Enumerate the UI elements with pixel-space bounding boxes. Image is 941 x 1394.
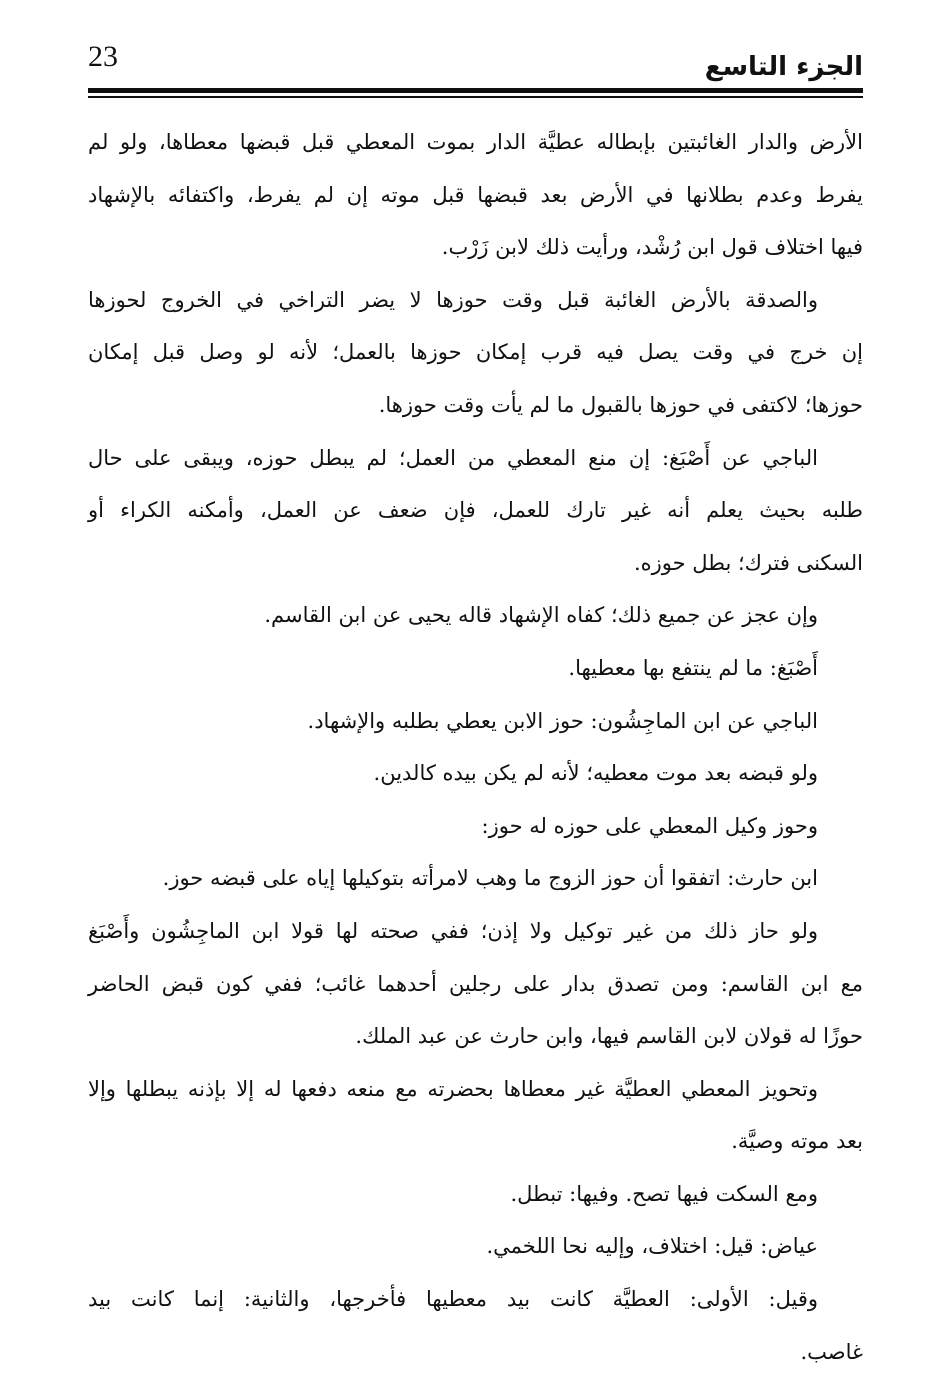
text-line: الباجي عن ابن الماجِشُون: حوز الابن يعطي بطلبه والإشهاد. xyxy=(307,708,818,733)
text-line: عياض: قيل: اختلاف، وإليه نحا اللخمي. xyxy=(486,1234,818,1259)
text-line: ومع السكت فيها تصح. وفيها: تبطل. xyxy=(510,1181,818,1206)
text-line: وتحويز المعطي العطيَّة غير معطاها بحضرته مع منعه دفعها له إلا بإذنه يبطلها وإلا xyxy=(88,1076,818,1101)
text-line: ولو حاز ذلك من غير توكيل ولا إذن؛ ففي صحته لها قولا ابن الماجِشُون وأَصْبَغ xyxy=(88,918,818,943)
text-line: حوزًا له قولان لابن القاسم فيها، وابن حارث عن عبد الملك. xyxy=(355,1024,863,1049)
text-line: ابن حارث: اتفقوا أن حوز الزوج ما وهب لامرأته بتوكيلها إياه على قبضه حوز. xyxy=(162,866,818,891)
text-line: والصدقة بالأرض الغائبة قبل وقت حوزها لا يضر التراخي في الخروج لحوزها xyxy=(88,287,818,312)
text-line: طلبه بحيث يعلم أنه غير تارك للعمل، فإن ضعف عن العمل، وأمكنه الكراء أو xyxy=(88,498,863,523)
header-rule-thin xyxy=(88,96,863,98)
page-number: 23 xyxy=(88,40,118,73)
text-line: يفرط وعدم بطلانها في الأرض بعد قبضها قبل موته إن لم يفرط، واكتفائه بالإشهاد xyxy=(88,182,863,207)
text-line: وحوز وكيل المعطي على حوزه له حوز: xyxy=(481,813,818,838)
text-line: فيها اختلاف قول ابن رُشْد، ورأيت ذلك لابن زَرْب. xyxy=(441,235,863,260)
text-line: الباجي عن أَصْبَغ: إن منع المعطي من العمل؛ لم يبطل حوزه، ويبقى على حال xyxy=(88,445,818,470)
text-line: الأرض والدار الغائبتين بإبطاله عطيَّة الدار بموت المعطي قبل قبضها معطاها، ولو لم xyxy=(88,130,863,154)
text-line: ولو قبضه بعد موت معطيه؛ لأنه لم يكن بيده كالدين. xyxy=(373,761,818,786)
text-line: مع ابن القاسم: ومن تصدق بدار على رجلين أحدهما غائب؛ ففي كون قبض الحاضر xyxy=(88,971,863,996)
text-line: أَصْبَغ: ما لم ينتفع بها معطيها. xyxy=(568,655,818,680)
body-text xyxy=(88,116,863,1378)
text-line: السكنى فترك؛ بطل حوزه. xyxy=(633,550,863,575)
text-line: وإن عجز عن جميع ذلك؛ كفاه الإشهاد قاله يحيى عن ابن القاسم. xyxy=(264,603,818,628)
text-line: غاصب. xyxy=(800,1339,863,1364)
text-line: إن خرج في وقت يصل فيه قرب إمكان حوزها بالعمل؛ لأنه لو وصل قبل إمكان xyxy=(88,340,863,365)
text-line: بعد موته وصيَّة. xyxy=(731,1129,863,1154)
header-rule-thick xyxy=(88,88,863,93)
text-line: حوزها؛ لاكتفى في حوزها بالقبول ما لم يأت وقت حوزها. xyxy=(378,392,863,417)
text-line: وقيل: الأولى: العطيَّة كانت بيد معطيها فأخرجها، والثانية: إنما كانت بيد xyxy=(88,1287,818,1312)
running-head: الجزء التاسع xyxy=(704,52,863,82)
